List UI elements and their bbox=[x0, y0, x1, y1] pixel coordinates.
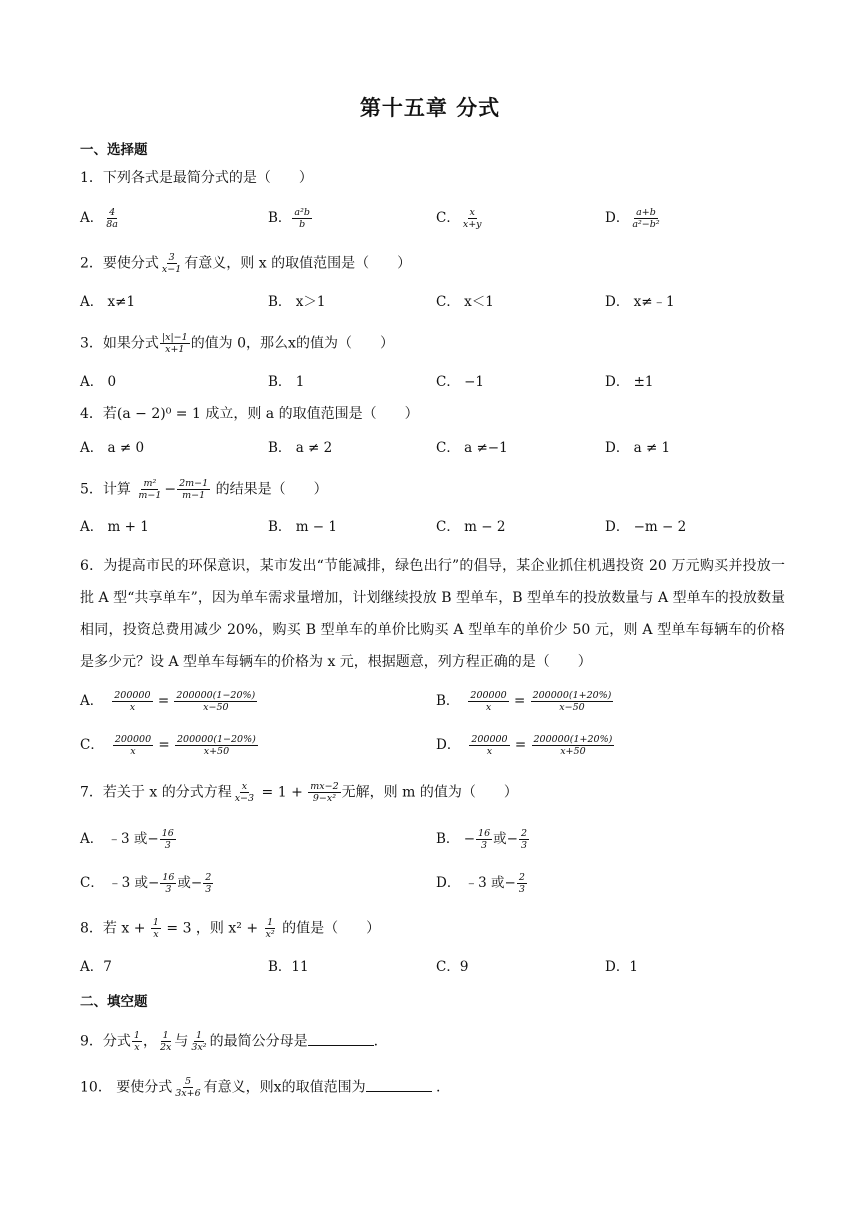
q5-option-c: C． m − 2 bbox=[436, 519, 506, 535]
denominator: 3 bbox=[481, 840, 488, 851]
denominator: x+y bbox=[462, 219, 482, 230]
section-heading-choice: 一、选择题 bbox=[80, 142, 148, 158]
numerator: 3 bbox=[168, 252, 175, 263]
denominator: 3 bbox=[520, 840, 527, 851]
question-7-stem bbox=[80, 781, 518, 804]
q3-option-c: C． −1 bbox=[436, 374, 485, 390]
fraction bbox=[104, 207, 120, 230]
stem-text: . bbox=[373, 1033, 379, 1050]
numerator: 2 bbox=[518, 872, 525, 883]
stem-text: 的结果是（ ） bbox=[211, 481, 328, 498]
denominator: 3 bbox=[205, 884, 212, 895]
q1-option-a bbox=[80, 207, 121, 230]
fraction bbox=[469, 734, 509, 757]
question-1-stem: 1．下列各式是最简分式的是（ ） bbox=[80, 170, 313, 186]
question-4-stem: 4．若(a − 2)⁰ = 1 成立，则 a 的取值范围是（ ） bbox=[80, 406, 419, 422]
denominator: 3 bbox=[165, 884, 172, 895]
denominator: 3x+6 bbox=[175, 1088, 201, 1099]
fraction bbox=[233, 781, 256, 804]
q2-option-d: D． x≠﹣1 bbox=[605, 294, 675, 310]
stem-text: 的值为 0，那么x的值为（ ） bbox=[190, 335, 394, 352]
numerator: 1 bbox=[195, 1030, 202, 1041]
q7-option-c bbox=[80, 872, 214, 895]
option-label: A． bbox=[80, 210, 104, 226]
fraction bbox=[160, 332, 190, 355]
fraction bbox=[175, 734, 258, 757]
fraction bbox=[532, 734, 615, 757]
denominator: 2x bbox=[159, 1042, 172, 1053]
q3-option-b: B． 1 bbox=[268, 374, 305, 390]
numerator: a²b bbox=[294, 207, 310, 218]
q3-option-d: D． ±1 bbox=[605, 374, 654, 390]
q4-option-d: D． a ≠ 1 bbox=[605, 440, 671, 456]
q8-option-a: A．7 bbox=[80, 959, 112, 975]
fraction bbox=[461, 207, 484, 230]
stem-text: 7．若关于 x 的分式方程 bbox=[80, 784, 232, 801]
denominator: x−1 bbox=[161, 264, 182, 275]
denominator: a²−b² bbox=[632, 219, 660, 230]
q8-option-d: D．1 bbox=[605, 959, 638, 975]
q2-option-c: C． x＜1 bbox=[436, 294, 494, 310]
q1-option-b bbox=[268, 207, 313, 230]
fraction bbox=[517, 872, 527, 895]
minus-sign: − bbox=[164, 481, 177, 498]
denominator: x−50 bbox=[559, 702, 585, 713]
fraction bbox=[189, 1030, 208, 1053]
option-label: A． bbox=[80, 693, 104, 709]
denominator: 3 bbox=[518, 884, 525, 895]
numerator: 16 bbox=[478, 828, 491, 839]
numerator: 1 bbox=[152, 917, 159, 928]
q5-option-d: D． −m − 2 bbox=[605, 519, 687, 535]
numerator: 16 bbox=[161, 828, 174, 839]
denominator: 8a bbox=[106, 219, 118, 230]
fraction bbox=[113, 734, 153, 757]
q7-option-b bbox=[436, 828, 530, 851]
fraction bbox=[468, 690, 508, 713]
denominator: 9−x² bbox=[312, 793, 337, 804]
fraction bbox=[160, 828, 176, 851]
denominator: x+50 bbox=[203, 746, 230, 757]
denominator: x bbox=[153, 929, 159, 940]
section-heading-fill: 二、填空题 bbox=[80, 994, 148, 1010]
stem-text: 与 bbox=[174, 1033, 189, 1050]
stem-text: 5．计算 bbox=[80, 481, 136, 498]
numerator: 200000(1+20%) bbox=[533, 734, 613, 745]
denominator: x−50 bbox=[203, 702, 229, 713]
q7-option-a bbox=[80, 828, 177, 851]
option-label: B． bbox=[268, 210, 292, 226]
option-label: C． bbox=[436, 210, 460, 226]
denominator: x bbox=[130, 746, 136, 757]
fraction bbox=[531, 690, 614, 713]
numerator: mx−2 bbox=[310, 781, 339, 792]
numerator: 1 bbox=[267, 917, 274, 928]
numerator: 1 bbox=[162, 1030, 169, 1041]
fraction bbox=[112, 690, 152, 713]
denominator: x+1 bbox=[165, 344, 185, 355]
numerator: 200000(1−20%) bbox=[177, 734, 256, 745]
fraction bbox=[264, 917, 277, 940]
numerator: 2 bbox=[520, 828, 527, 839]
fraction bbox=[173, 1076, 202, 1099]
fraction bbox=[177, 478, 210, 501]
question-6-stem: 6．为提高市民的环保意识，某市发出“节能减排，绿色出行”的倡导，某企业抓住机遇投资 20 万元购买并投放一批 A 型“共享单车”，因为单车需求量增加，计划继续投放 B 型单车，B 型单车的投放数量与 A 型单车的投放数量相同，投资总费用减少 20%，购买 B 型单车的单价比购买 A 型单车的单价少 50 元，则 A 型单车每辆车的价格是多少元？设 A 型单车每辆车的价格为 x 元，根据题意，列方程正确的是（ ） bbox=[80, 558, 785, 670]
fraction bbox=[630, 207, 661, 230]
numerator: 1 bbox=[133, 1030, 140, 1041]
fraction bbox=[151, 917, 161, 940]
q1-option-d bbox=[605, 207, 663, 230]
option-label: D． bbox=[436, 737, 461, 753]
option-text: C． ﹣3 或− bbox=[80, 875, 160, 891]
fraction bbox=[160, 252, 183, 275]
question-8-stem bbox=[80, 917, 380, 940]
equals-sign: = bbox=[157, 693, 170, 709]
question-9-stem bbox=[80, 1030, 378, 1053]
option-text: A． ﹣3 或− bbox=[80, 831, 159, 847]
q2-option-a: A． x≠1 bbox=[80, 294, 136, 310]
option-label: D． bbox=[605, 210, 630, 226]
denominator: x−3 bbox=[234, 793, 255, 804]
answer-blank[interactable] bbox=[308, 1031, 374, 1046]
denominator: x bbox=[486, 746, 493, 757]
answer-blank[interactable] bbox=[366, 1077, 432, 1092]
q5-option-a: A． m + 1 bbox=[80, 519, 149, 535]
q2-option-b: B． x＞1 bbox=[268, 294, 326, 310]
stem-text: 10． 要使分式 bbox=[80, 1079, 173, 1096]
fraction bbox=[174, 690, 257, 713]
option-label: B． bbox=[436, 693, 460, 709]
stem-text: 9．分式 bbox=[80, 1033, 131, 1050]
option-label: C． bbox=[80, 737, 104, 753]
q5-option-b: B． m − 1 bbox=[268, 519, 337, 535]
question-3-stem bbox=[80, 332, 394, 355]
denominator: x bbox=[129, 702, 136, 713]
question-5-stem bbox=[80, 478, 328, 501]
q8-option-b: B．11 bbox=[268, 959, 309, 975]
q4-option-c: C． a ≠−1 bbox=[436, 440, 508, 456]
denominator: m−1 bbox=[138, 490, 162, 501]
fraction bbox=[158, 1030, 173, 1053]
question-10-stem bbox=[80, 1076, 440, 1099]
option-text: 或− bbox=[177, 875, 203, 891]
numerator: |x|−1 bbox=[161, 332, 188, 343]
q4-option-b: B． a ≠ 2 bbox=[268, 440, 333, 456]
stem-text: 的最简公分母是 bbox=[209, 1033, 308, 1050]
q6-option-a bbox=[80, 690, 258, 713]
numerator: 200000 bbox=[470, 690, 507, 701]
denominator: b bbox=[299, 219, 306, 230]
denominator: x bbox=[134, 1042, 140, 1053]
q6-option-c bbox=[80, 734, 259, 757]
denominator: 3x² bbox=[191, 1042, 207, 1053]
stem-text: 有意义，则 x 的取值范围是（ ） bbox=[184, 255, 412, 272]
stem-text: = 3 ，则 x² + bbox=[166, 920, 259, 937]
fraction bbox=[308, 781, 340, 804]
q7-option-d bbox=[436, 872, 528, 895]
numerator: x bbox=[469, 207, 475, 218]
option-text: B． − bbox=[436, 831, 476, 847]
fraction bbox=[136, 478, 163, 501]
fraction bbox=[132, 1030, 142, 1053]
fraction bbox=[203, 872, 213, 895]
numerator: 16 bbox=[162, 872, 175, 883]
numerator: 4 bbox=[109, 207, 116, 218]
denominator: x² bbox=[265, 929, 275, 940]
equals-sign: = bbox=[514, 737, 527, 753]
stem-text: ， bbox=[142, 1033, 157, 1050]
numerator: 2 bbox=[205, 872, 212, 883]
numerator: x bbox=[241, 781, 248, 792]
numerator: 200000 bbox=[471, 734, 508, 745]
denominator: x bbox=[485, 702, 492, 713]
fraction bbox=[476, 828, 492, 851]
stem-text: 有意义，则x的取值范围为 bbox=[203, 1079, 366, 1096]
equals-sign: = bbox=[513, 693, 526, 709]
question-2-stem bbox=[80, 252, 411, 275]
option-text: 或− bbox=[493, 831, 518, 847]
fraction bbox=[292, 207, 312, 230]
page-title: 第十五章 分式 bbox=[359, 96, 501, 120]
stem-text: 2．要使分式 bbox=[80, 255, 159, 272]
numerator: 200000(1+20%) bbox=[532, 690, 612, 701]
denominator: x+50 bbox=[560, 746, 586, 757]
option-text: D． ﹣3 或− bbox=[436, 875, 516, 891]
equals-sign: = bbox=[158, 737, 170, 753]
numerator: 5 bbox=[184, 1076, 191, 1087]
numerator: m² bbox=[143, 478, 157, 489]
numerator: 200000 bbox=[114, 690, 151, 701]
numerator: 200000(1−20%) bbox=[176, 690, 256, 701]
denominator: m−1 bbox=[182, 490, 206, 501]
stem-text: . bbox=[431, 1079, 441, 1096]
q6-option-d bbox=[436, 734, 615, 757]
denominator: 3 bbox=[164, 840, 171, 851]
numerator: 2m−1 bbox=[179, 478, 209, 489]
equation-text: = 1 + bbox=[261, 784, 303, 801]
q1-option-c bbox=[436, 207, 485, 230]
q3-option-a: A． 0 bbox=[80, 374, 117, 390]
stem-text: 3．如果分式 bbox=[80, 335, 159, 352]
q4-option-a: A． a ≠ 0 bbox=[80, 440, 145, 456]
stem-text: 无解，则 m 的值为（ ） bbox=[341, 784, 518, 801]
numerator: 200000 bbox=[114, 734, 152, 745]
fraction bbox=[160, 872, 176, 895]
q6-option-b bbox=[436, 690, 614, 713]
q8-option-c: C．9 bbox=[436, 959, 469, 975]
numerator: a+b bbox=[636, 207, 656, 218]
fraction bbox=[519, 828, 529, 851]
stem-text: 的值是（ ） bbox=[277, 920, 381, 937]
stem-text: 8．若 x + bbox=[80, 920, 146, 937]
